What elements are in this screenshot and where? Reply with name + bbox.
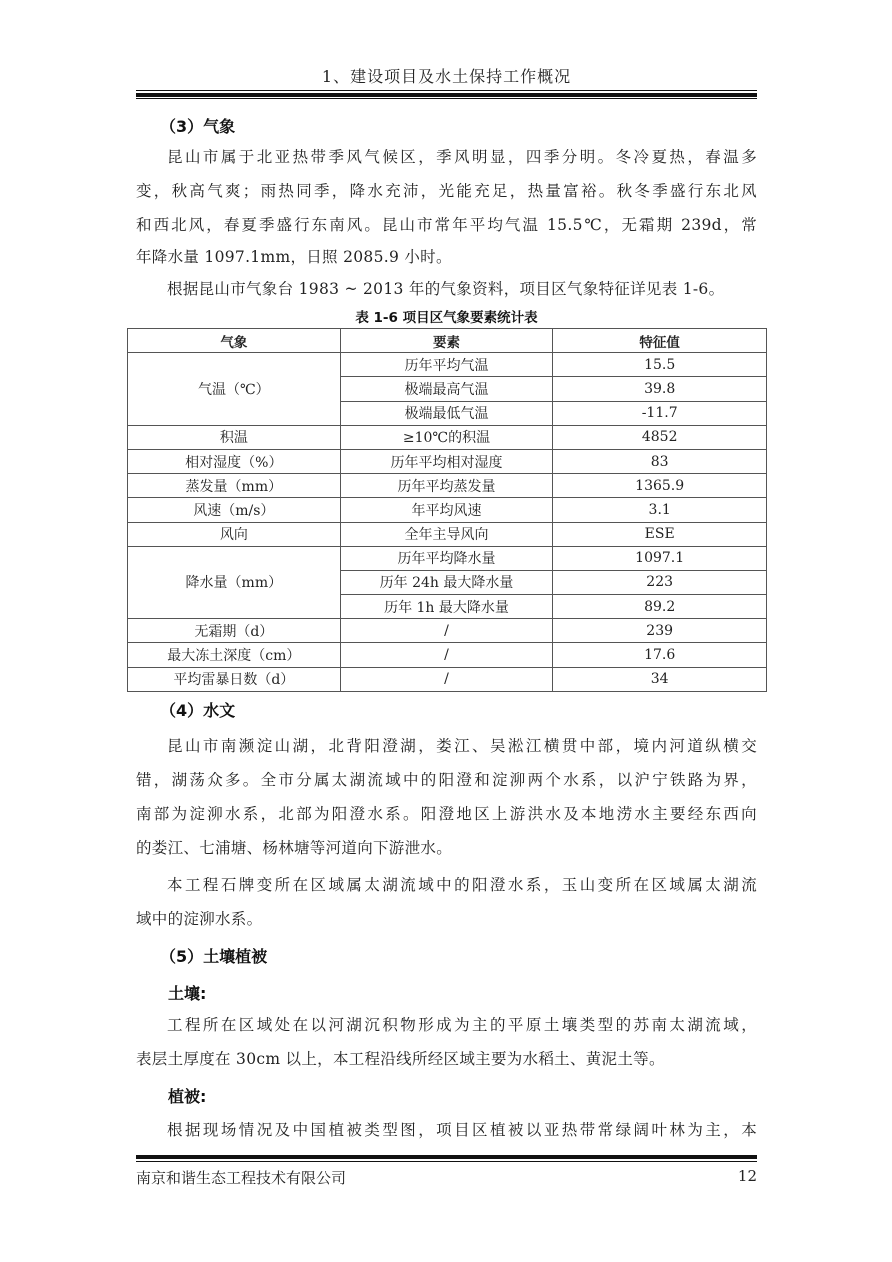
table-row <box>128 498 767 522</box>
value-cell: 239 <box>553 619 767 643</box>
category-cell: 积温 <box>128 425 341 449</box>
category-cell: 降水量（mm） <box>128 546 341 619</box>
table-row <box>128 643 767 667</box>
value-cell: 223 <box>553 570 767 594</box>
page-number: 12 <box>737 1167 757 1185</box>
header-rule-thin-bottom <box>136 98 757 99</box>
element-cell: / <box>340 619 553 643</box>
text-line: 年降水量 1097.1mm，日照 2085.9 小时。 <box>136 248 452 266</box>
element-cell: 全年主导风向 <box>340 522 553 546</box>
soil-label: 土壤: <box>168 984 207 1003</box>
category-cell: 相对湿度（%） <box>128 449 341 473</box>
value-cell: 15.5 <box>553 353 767 377</box>
table-header-row <box>128 329 767 353</box>
text-line: 工程所在区域处在以河湖沉积物形成为主的平原土壤类型的苏南太湖流域， <box>167 1016 757 1034</box>
element-cell: 历年 1h 最大降水量 <box>340 595 553 619</box>
value-cell: 34 <box>553 667 767 691</box>
category-cell: 最大冻土深度（cm） <box>128 643 341 667</box>
category-cell: 风向 <box>128 522 341 546</box>
table-row <box>128 449 767 473</box>
value-cell: 1365.9 <box>553 474 767 498</box>
element-cell: 历年平均蒸发量 <box>340 474 553 498</box>
text-line: 错，湖荡众多。全市分属太湖流域中的阳澄和淀泖两个水系，以沪宁铁路为界， <box>136 771 757 789</box>
column-header-element: 要素 <box>340 329 553 353</box>
text-line: 变，秋高气爽；雨热同季，降水充沛，光能充足，热量富裕。秋冬季盛行东北风 <box>136 182 757 200</box>
value-cell: ESE <box>553 522 767 546</box>
table-row <box>128 546 767 570</box>
text-line: 本工程石牌变所在区域属太湖流域中的阳澄水系，玉山变所在区域属太湖流 <box>167 876 757 894</box>
vegetation-paragraph: 根据现场情况及中国植被类型图，项目区植被以亚热带常绿阔叶林为主，本 <box>167 1121 757 1139</box>
element-cell: / <box>340 667 553 691</box>
table-row <box>128 353 767 377</box>
value-cell: 3.1 <box>553 498 767 522</box>
climate-paragraph-2: 根据昆山市气象台 1983 ~ 2013 年的气象资料，项目区气象特征详见表 1-6。 <box>167 280 725 298</box>
category-cell: 蒸发量（mm） <box>128 474 341 498</box>
element-cell: 历年平均相对湿度 <box>340 449 553 473</box>
element-cell: 极端最低气温 <box>340 401 553 425</box>
category-cell: 平均雷暴日数（d） <box>128 667 341 691</box>
value-cell: 4852 <box>553 425 767 449</box>
table-row <box>128 619 767 643</box>
table-row <box>128 474 767 498</box>
table-row <box>128 522 767 546</box>
element-cell: 极端最高气温 <box>340 377 553 401</box>
table-row <box>128 425 767 449</box>
column-header-value: 特征值 <box>553 329 767 353</box>
value-cell: 89.2 <box>553 595 767 619</box>
header-rule-thin-top <box>136 90 757 91</box>
table-caption: 表 1-6 项目区气象要素统计表 <box>355 310 538 326</box>
header-rule-thick <box>136 93 757 97</box>
text-line: 域中的淀泖水系。 <box>136 910 263 928</box>
category-cell: 气温（℃） <box>128 353 341 426</box>
element-cell: 年平均风速 <box>340 498 553 522</box>
section-heading-climate: （3）气象 <box>160 117 236 136</box>
category-cell: 无霜期（d） <box>128 619 341 643</box>
column-header-category: 气象 <box>128 329 341 353</box>
section-heading-hydrology: （4）水文 <box>160 701 236 720</box>
text-line: 南部为淀泖水系，北部为阳澄水系。阳澄地区上游洪水及本地涝水主要经东西向 <box>136 805 757 823</box>
text-line: 和西北风，春夏季盛行东南风。昆山市常年平均气温 15.5℃，无霜期 239d，常 <box>136 216 757 234</box>
category-cell: 风速（m/s） <box>128 498 341 522</box>
footer-company: 南京和谐生态工程技术有限公司 <box>136 1169 347 1187</box>
value-cell: 17.6 <box>553 643 767 667</box>
text-line: 昆山市属于北亚热带季风气候区，季风明显，四季分明。冬冷夏热，春温多 <box>167 148 757 166</box>
value-cell: -11.7 <box>553 401 767 425</box>
table-row <box>128 667 767 691</box>
element-cell: 历年平均气温 <box>340 353 553 377</box>
footer-rule-thin <box>136 1161 757 1162</box>
meteorology-table <box>127 328 767 692</box>
value-cell: 1097.1 <box>553 546 767 570</box>
element-cell: ≥10℃的积温 <box>340 425 553 449</box>
value-cell: 39.8 <box>553 377 767 401</box>
text-line: 昆山市南濒淀山湖，北背阳澄湖，娄江、吴淞江横贯中部，境内河道纵横交 <box>167 737 757 755</box>
footer-rule-thick <box>136 1155 757 1159</box>
text-line: 表层土厚度在 30cm 以上，本工程沿线所经区域主要为水稻土、黄泥土等。 <box>136 1050 665 1068</box>
element-cell: / <box>340 643 553 667</box>
running-header-title: 1、建设项目及水土保持工作概况 <box>321 67 572 86</box>
element-cell: 历年平均降水量 <box>340 546 553 570</box>
value-cell: 83 <box>553 449 767 473</box>
section-heading-soil-vegetation: （5）土壤植被 <box>160 947 268 966</box>
text-line: 的娄江、七浦塘、杨林塘等河道向下游泄水。 <box>136 839 453 857</box>
vegetation-label: 植被: <box>168 1087 207 1106</box>
element-cell: 历年 24h 最大降水量 <box>340 570 553 594</box>
